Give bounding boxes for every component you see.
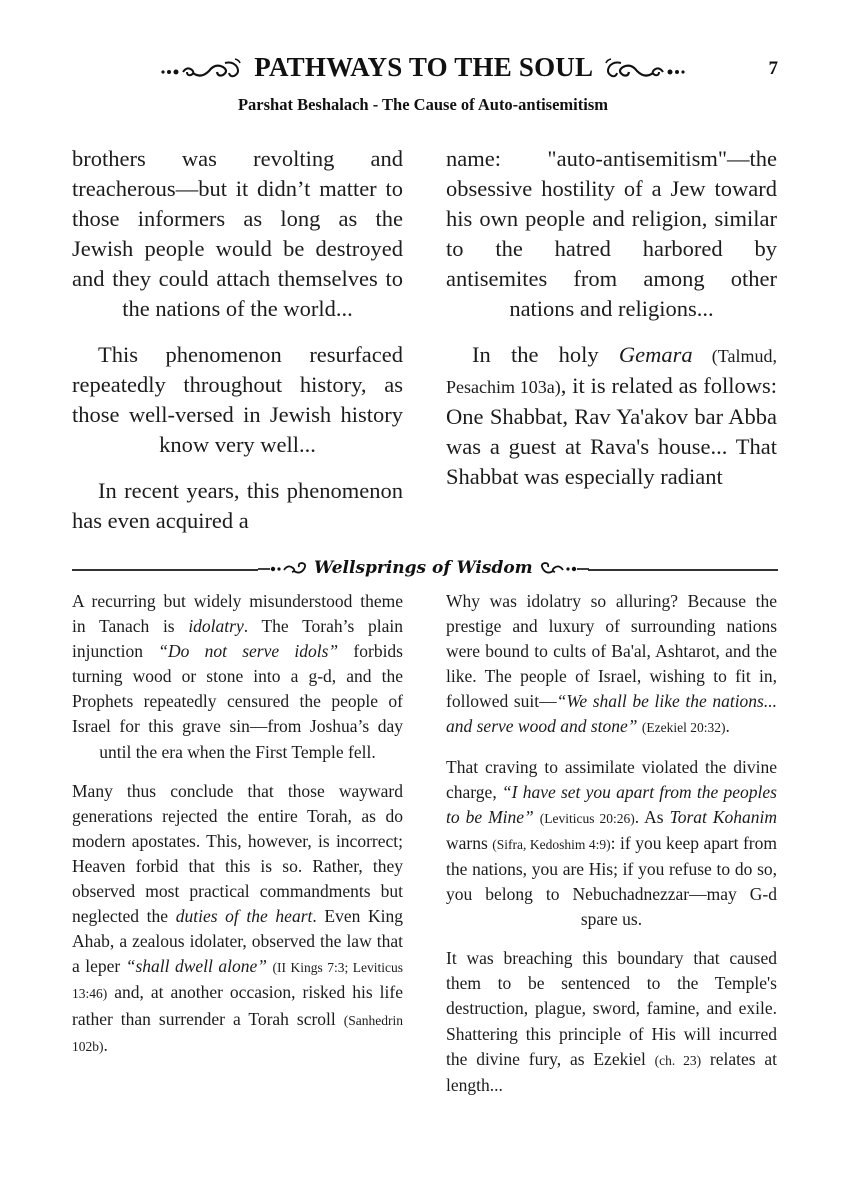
source-reference: (Sifra, Kedoshim 4:9) [492,836,611,852]
italic-term: Torat Kohanim [669,806,778,827]
wisdom-paragraph [72,779,403,1059]
wisdom-right-column [446,589,777,1098]
quotation: “Do not serve idols” [158,641,339,662]
italic-term: Gemara [618,342,693,367]
text-run: . [103,1034,108,1055]
text-run: forbids turning wood or stone into a g-d, and the Prophets repeatedly censured the people of Israel for this grave sin—from Joshua’s day until the era when the First Temple fell. [72,641,403,762]
text-run: , it is related as follows: One Shabbat, Rav Ya'akov bar Abba was a guest at Rava's house... That Shabbat was especially radiant [446,373,777,489]
source-reference: (Ezekiel 20:32) [641,720,726,736]
text-run: and, at another occasion, risked his life rather than surrender a Torah scroll [72,982,403,1029]
quotation: “We shall be like the nations... and serve wood and stone” [446,691,777,737]
source-reference: (Talmud, Pesachim 103a) [446,346,777,397]
text-run: Why was idolatry so alluring? Because the prestige and luxury of surrounding nations were bound to cults of Ba'al, Ashtarot, and the like. The people of Israel, wishing to fit in, followed suit— [446,591,777,712]
article-left-column [72,144,403,536]
italic-term: idolatry [188,616,244,637]
text-run: . The Torah’s plain injunction [72,616,403,662]
article-paragraph: brothers was revolting and treacherous—but it didn’t matter to those informers as long as the Jewish people would be destroyed and they could attach themselves to the nations of the world... [72,146,403,321]
wisdom-left-column [72,589,403,1059]
flourish-icon [537,560,589,576]
divider-title: Wellsprings of Wisdom [314,558,533,578]
divider-line [588,569,778,571]
source-reference: (Leviticus 20:26) [539,810,635,826]
text-run: . [725,716,730,737]
text-run: Many thus conclude that those wayward generations rejected the entire Torah, as do modern apostates. This, however, is incorrect; Heaven forbid that this is so. Rather, they observed most practical commandments but neglected the [72,780,403,927]
text-run: . As [634,806,670,827]
wisdom-paragraph [446,946,777,1098]
source-reference: (ch. 23) [654,1052,702,1068]
publication-title [0,52,846,83]
source-reference: (Sanhedrin 102b) [72,1012,403,1054]
article-paragraph: name: "auto-antisemitism"—the obsessive hostility of a Jew toward his own people and religion, similar to the hatred harbored by antisemites from among other nations and religions... [446,146,777,321]
text-run: : if you keep apart from the nations, you are His; if you refuse to do so, you belong to Nebuchadnezzar—may G-d spare us. [446,832,777,930]
title-text: PATHWAYS TO THE SOUL [254,52,592,82]
article-subtitle: Parshat Beshalach - The Cause of Auto-antisemitism [237,95,609,114]
quotation: “I have set you apart from the peoples to be Mine” [446,781,777,827]
italic-term: duties of the heart [175,906,313,927]
flourish-icon [258,560,310,576]
source-reference: (II Kings 7:3; Leviticus 13:46) [72,960,403,1002]
text-run: That craving to assimilate violated the divine charge, [446,756,777,802]
section-divider [72,558,778,582]
wisdom-paragraph [72,589,403,765]
divider-line [72,569,258,571]
article-paragraph: In recent years, this phenomenon has even acquired a [72,478,403,533]
text-run: warns [446,832,493,853]
wisdom-paragraph [446,755,777,933]
text-run: It was breaching this boundary that caused them to be sentenced to the Temple's destruction, plague, sword, famine, and exile. Shattering this principle of His will incurred the divine fury, as Ezekiel [446,948,777,1069]
wisdom-paragraph [446,589,777,741]
text-run: . Even King Ahab, a zealous idolater, observed the law that a leper [72,906,403,977]
running-header [0,52,846,88]
article-paragraph [446,340,777,492]
article-right-column [446,144,777,492]
flourish-right-icon [599,57,687,79]
text-run: relates at length... [446,1048,778,1095]
text-run: In the holy [472,342,619,367]
flourish-left-icon [159,57,247,79]
quotation: “shall dwell alone” [125,956,268,977]
page-number: 7 [768,58,778,79]
text-run: A recurring but widely misunderstood theme in Tanach is [72,591,403,637]
divider-heading [258,558,588,578]
article-paragraph: This phenomenon resurfaced repeatedly throughout history, as those well-versed in Jewish history know very well... [72,342,403,457]
